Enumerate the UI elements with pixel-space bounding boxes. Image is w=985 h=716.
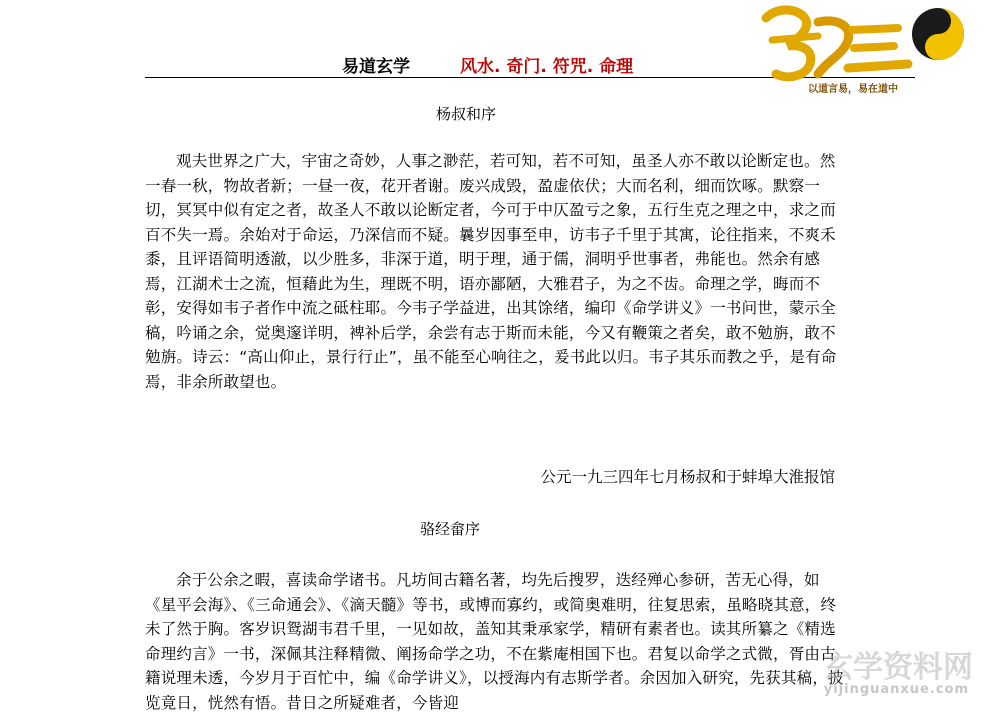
section-body-yang: 观夫世界之广大，宇宙之奇妙，人事之渺茫，若可知，若不可知，虽圣人亦不敢以论断定也。然一春一秋，物故者新；一昼一夜，花开者谢。废兴成毁，盈虚依伏；大而名利，细而饮啄。默察一切，冥冥中似有定之者，故圣人不敢以论断定者，今可于中仄盈亏之象，五行生克之理之中，求之而百不失一焉。余始对于命运，乃深信而不疑。曩岁因事至申，访韦子千里于其寓，论往指来，不爽禾黍，且评语简明透澈，以少胜多，非深于道，明于理，通于儒，洞明乎世事者，弗能也。然余有感焉，江湖术士之流，恒藉此为生，理既不明，语亦鄙陋，大雅君子，为之不齿。命理之学，晦而不彰，安得如韦子者作中流之砥柱耶。今韦子学益进，出其馀绪，编印《命学讲义》一书问世，蒙示全稿，吟诵之余，觉奥邃详明，裨补后学，余尝有志于斯而未能，今又有鞭策之者矣，敢不勉旃，敢不勉旃。诗云：“高山仰止，景行行止”，虽不能至心响往之，爰书此以归。韦子其乐而教之乎，是有命焉，非余所敢望也。 [145,152,837,391]
site-subtitle: 风水. 奇门. 符咒. 命理 [460,57,634,77]
watermark [743,642,973,712]
section-title-luo: 骆经畲序 [420,520,481,538]
section-title-yang: 杨叔和序 [436,105,497,123]
section-body-luo: 余于公余之暇，喜读命学诸书。凡坊间古籍名著，均先后搜罗，迭经殚心参研，苦无心得，如《星平会海》、《三命通会》、《滴天髓》等书，或博而寡约，或简奥难明，往复思索，虽略晓其意，终未了然于胸。客岁识鸳湖韦君千里，一见如故，盖知其秉承家学，精研有素者也。读其所纂之《精选命理约言》一书，深佩其注释精微、阐扬命学之功，不在紫庵相国下也。君复以命学之式微，胥由古籍说理未透，今岁月于百忙中，编《命学讲义》，以授海内有志斯学者。余因加入研究，先获其稿，披览竟日，恍然有悟。昔日之所疑难者，今皆迎 [145,571,844,712]
watermark-name: 玄学资料网 [823,650,973,685]
section-signoff-yang: 公元一九三四年七月杨叔和于蚌埠大淮报馆 [540,468,835,486]
site-title: 易道玄学 [342,57,410,77]
logo-tagline: 以道言易，易在道中 [808,84,898,95]
watermark-url: yijinguanxue.com [823,682,969,697]
